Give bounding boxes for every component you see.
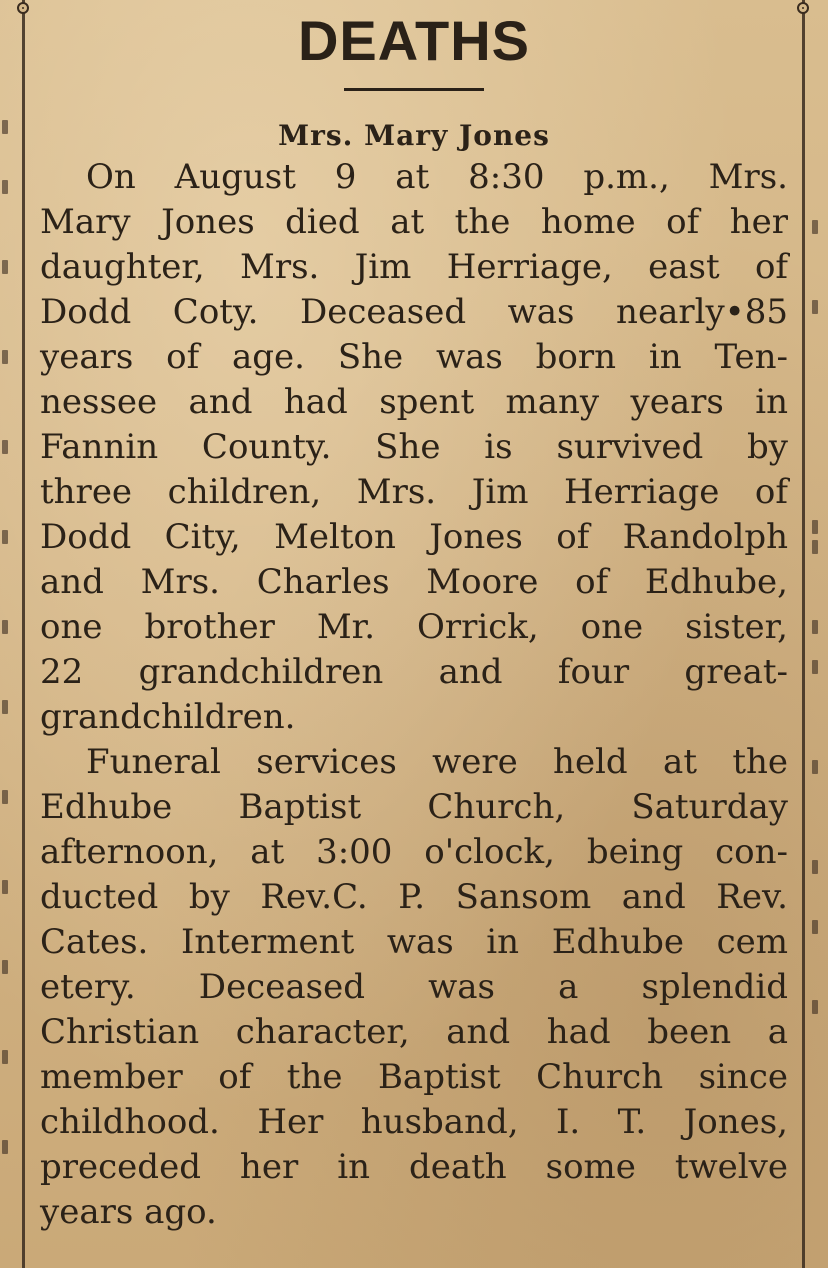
text-line: Fannin County. She is survived by	[40, 427, 788, 467]
text-line: On August 9 at 8:30 p.m., Mrs.	[86, 157, 788, 197]
text-line: Cates. Interment was in Edhube cem	[40, 922, 788, 962]
text-line: member of the Baptist Church since	[40, 1057, 788, 1097]
obituary-paragraph-2	[40, 740, 788, 1235]
text-line: 22 grandchildren and four great-	[40, 652, 788, 692]
right-column-rule	[802, 0, 805, 1268]
right-adjacent-column-fragment	[812, 100, 826, 1250]
text-line: Edhube Baptist Church, Saturday	[40, 787, 788, 827]
left-column-rule	[22, 0, 25, 1268]
obituary-paragraph-1	[40, 155, 788, 740]
left-adjacent-column-fragment	[2, 100, 16, 1250]
text-line: daughter, Mrs. Jim Herriage, east of	[40, 247, 788, 287]
text-line: three children, Mrs. Jim Herriage of	[40, 472, 788, 512]
obituary-column	[40, 0, 788, 1235]
text-line: Christian character, and had been a	[40, 1012, 788, 1052]
section-title: DEATHS	[297, 9, 531, 72]
text-line: ducted by Rev.C. P. Sansom and Rev.	[40, 877, 788, 917]
text-line: and Mrs. Charles Moore of Edhube,	[40, 562, 788, 602]
text-line: Dodd City, Melton Jones of Randolph	[40, 517, 788, 557]
text-line: preceded her in death some twelve	[40, 1147, 788, 1187]
right-ornament-icon	[797, 2, 809, 14]
text-line: Dodd Coty. Deceased was nearly•85	[40, 292, 788, 332]
text-line: grandchildren.	[40, 697, 296, 737]
obituary-name-heading: Mrs. Mary Jones	[278, 119, 550, 152]
text-line: years ago.	[40, 1192, 217, 1232]
text-line: Mary Jones died at the home of her	[40, 202, 788, 242]
title-divider	[344, 88, 484, 91]
text-line: Funeral services were held at the	[86, 742, 788, 782]
text-line: etery. Deceased was a splendid	[40, 967, 788, 1007]
text-line: childhood. Her husband, I. T. Jones,	[40, 1102, 788, 1142]
text-line: one brother Mr. Orrick, one sister,	[40, 607, 788, 647]
text-line: afternoon, at 3:00 o'clock, being con-	[40, 832, 788, 872]
left-ornament-icon	[17, 2, 29, 14]
text-line: years of age. She was born in Ten-	[40, 337, 788, 377]
text-line: nessee and had spent many years in	[40, 382, 788, 422]
